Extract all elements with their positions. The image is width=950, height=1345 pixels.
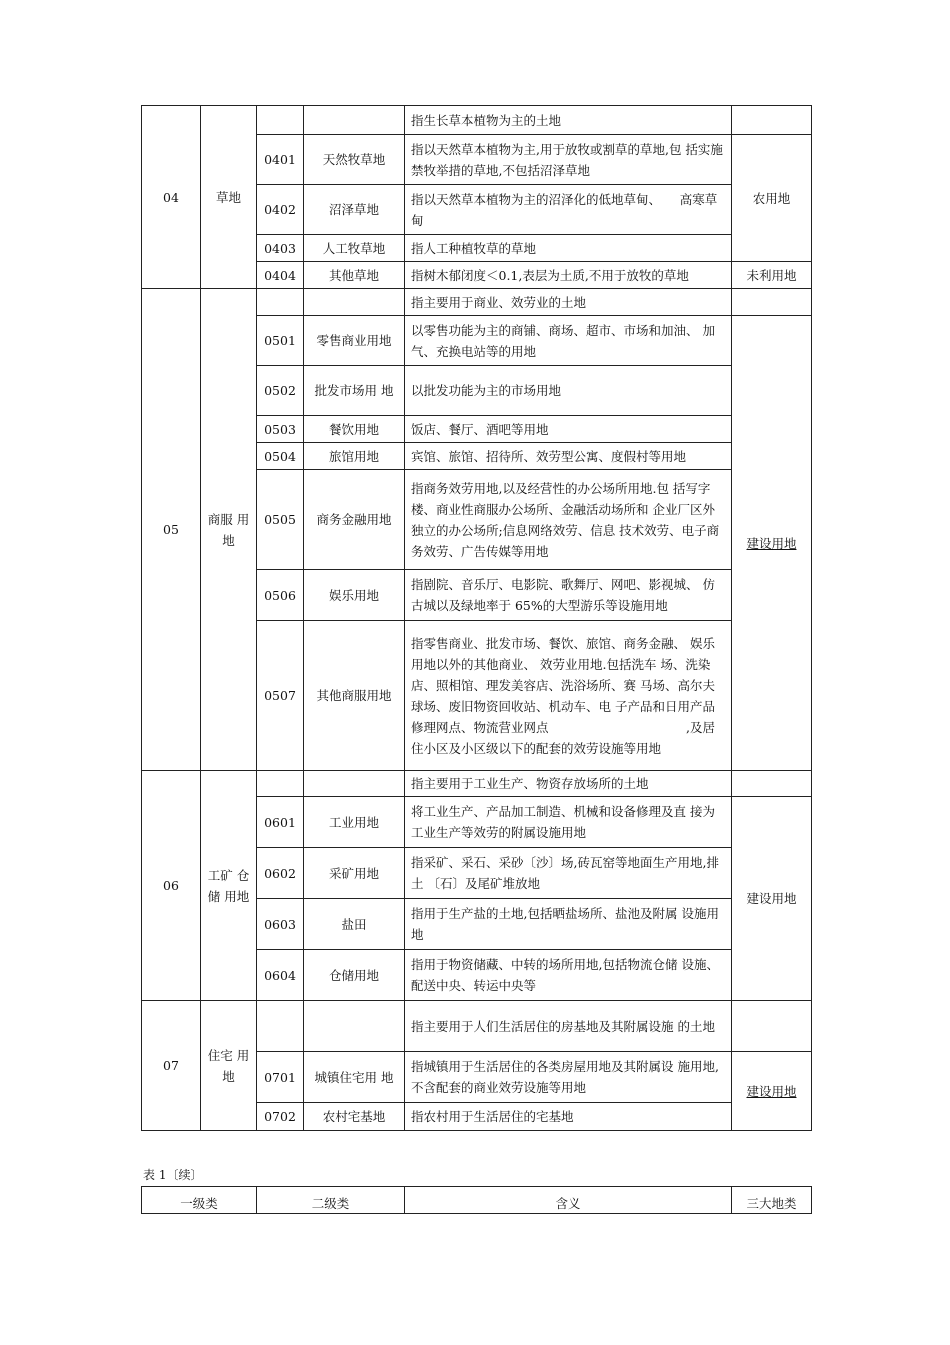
big-class-0404: 未利用地 xyxy=(732,262,812,289)
header-big-class: 三大地类 xyxy=(732,1187,812,1214)
name-0506: 娱乐用地 xyxy=(304,570,405,621)
code-0507: 0507 xyxy=(257,621,304,771)
desc-0702: 指农村用于生活居住的宅基地 xyxy=(405,1103,732,1131)
level1-desc-04: 指生长草本植物为主的土地 xyxy=(405,106,732,135)
code-0505: 0505 xyxy=(257,470,304,570)
level1-desc-07: 指主要用于人们生活居住的房基地及其附属设施 的土地 xyxy=(405,1001,732,1052)
code-0501: 0501 xyxy=(257,316,304,366)
desc-0404: 指树木郁闭度＜0.1,表层为土质,不用于放牧的草地 xyxy=(405,262,732,289)
desc-0503: 饭店、餐厅、酒吧等用地 xyxy=(405,416,732,443)
desc-0603: 指用于生产盐的土地,包括晒盐场所、盐池及附属 设施用地 xyxy=(405,899,732,950)
name-0503: 餐饮用地 xyxy=(304,416,405,443)
level1-code-04: 04 xyxy=(142,106,201,289)
name-0502: 批发市场用 地 xyxy=(304,366,405,416)
level1-code-07: 07 xyxy=(142,1001,201,1131)
big-class-04: 农用地 xyxy=(732,135,812,262)
header-meaning: 含义 xyxy=(405,1187,732,1214)
desc-0505: 指商务效劳用地,以及经营性的办公场所用地.包 括写字楼、商业性商服办公场所、金融活动场所和 企业厂区外独立的办公场所;信息网络效劳、信息 技术效劳、电子商务效劳、广告传媒等用地 xyxy=(405,470,732,570)
code-0404: 0404 xyxy=(257,262,304,289)
code-0506: 0506 xyxy=(257,570,304,621)
name-0404: 其他草地 xyxy=(304,262,405,289)
desc-0601: 将工业生产、产品加工制造、机械和设备修理及直 接为工业生产等效劳的附属设施用地 xyxy=(405,797,732,848)
level1-desc-06: 指主要用于工业生产、物资存放场所的土地 xyxy=(405,771,732,797)
continued-table-header xyxy=(141,1186,812,1214)
code-0504: 0504 xyxy=(257,443,304,470)
code-0604: 0604 xyxy=(257,950,304,1001)
name-0702: 农村宅基地 xyxy=(304,1103,405,1131)
name-0504: 旅馆用地 xyxy=(304,443,405,470)
desc-0401: 指以天然草本植物为主,用于放牧或割草的草地,包 括实施禁牧举措的草地,不包括沼泽草地 xyxy=(405,135,732,185)
header-level1: 一级类 xyxy=(142,1187,257,1214)
code-0602: 0602 xyxy=(257,848,304,899)
desc-0701: 指城镇用于生活居住的各类房屋用地及其附属设 施用地,不含配套的商业效劳设施等用地 xyxy=(405,1052,732,1103)
name-0403: 人工牧草地 xyxy=(304,235,405,262)
name-0402: 沼泽草地 xyxy=(304,185,405,235)
desc-0602: 指采矿、采石、采砂〔沙〕场,砖瓦窑等地面生产用地,排土 〔石〕及尾矿堆放地 xyxy=(405,848,732,899)
level1-name-05: 商服 用地 xyxy=(201,289,257,771)
land-classification-table xyxy=(141,105,812,1131)
level1-code-05: 05 xyxy=(142,289,201,771)
name-0401: 天然牧草地 xyxy=(304,135,405,185)
desc-0506: 指剧院、音乐厅、电影院、歌舞厅、网吧、影视城、 仿古城以及绿地率于 65%的大型游乐等设施用地 xyxy=(405,570,732,621)
table-caption: 表 1〔续〕 xyxy=(143,1168,203,1182)
code-0503: 0503 xyxy=(257,416,304,443)
code-0603: 0603 xyxy=(257,899,304,950)
desc-0504: 宾馆、旅馆、招待所、效劳型公寓、度假村等用地 xyxy=(405,443,732,470)
level1-code-06: 06 xyxy=(142,771,201,1001)
name-0507: 其他商服用地 xyxy=(304,621,405,771)
code-0701: 0701 xyxy=(257,1052,304,1103)
name-0501: 零售商业用地 xyxy=(304,316,405,366)
level1-name-04: 草地 xyxy=(201,106,257,289)
name-0604: 仓储用地 xyxy=(304,950,405,1001)
big-class-07: 建设用地 xyxy=(732,1052,812,1131)
name-0505: 商务金融用地 xyxy=(304,470,405,570)
level1-name-07: 住宅 用地 xyxy=(201,1001,257,1131)
desc-0604: 指用于物资储藏、中转的场所用地,包括物流仓储 设施、配送中央、转运中央等 xyxy=(405,950,732,1001)
desc-0403: 指人工种植牧草的草地 xyxy=(405,235,732,262)
code-0402: 0402 xyxy=(257,185,304,235)
header-level2: 二级类 xyxy=(257,1187,405,1214)
big-class-06: 建设用地 xyxy=(732,797,812,1001)
name-0601: 工业用地 xyxy=(304,797,405,848)
code-0401: 0401 xyxy=(257,135,304,185)
code-0502: 0502 xyxy=(257,366,304,416)
name-0603: 盐田 xyxy=(304,899,405,950)
name-0602: 采矿用地 xyxy=(304,848,405,899)
code-0601: 0601 xyxy=(257,797,304,848)
code-0702: 0702 xyxy=(257,1103,304,1131)
desc-0507: 指零售商业、批发市场、餐饮、旅馆、商务金融、 娱乐用地以外的其他商业、 效劳业用地.包括洗车 场、洗染店、照相馆、理发美容店、洗浴场所、赛 马场、高尔夫球场、废旧物资回收站、机动车、电 子产品和日用产品修理网点、物流营业网点 ,及居住小区及小区级以下的配套的效劳设施等用地 xyxy=(405,621,732,771)
desc-0501: 以零售功能为主的商铺、商场、超市、市场和加油、 加气、充换电站等的用地 xyxy=(405,316,732,366)
desc-0402: 指以天然草本植物为主的沼泽化的低地草甸、 高寒草甸 xyxy=(405,185,732,235)
level1-desc-05: 指主要用于商业、效劳业的土地 xyxy=(405,289,732,316)
level1-name-06: 工矿 仓储 用地 xyxy=(201,771,257,1001)
code-0403: 0403 xyxy=(257,235,304,262)
name-0701: 城镇住宅用 地 xyxy=(304,1052,405,1103)
desc-0502: 以批发功能为主的市场用地 xyxy=(405,366,732,416)
big-class-05: 建设用地 xyxy=(732,316,812,771)
